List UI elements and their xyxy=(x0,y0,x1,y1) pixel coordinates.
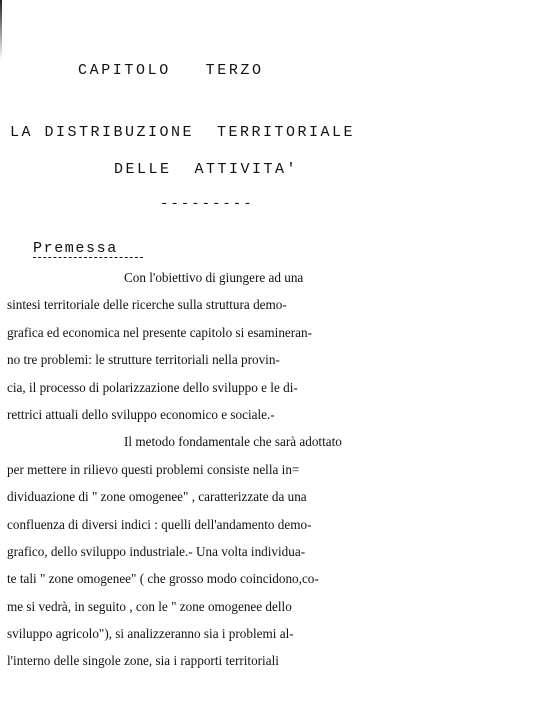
title-line-1: LA DISTRIBUZIONE TERRITORIALE xyxy=(10,124,356,141)
text-line: dividuazione di " zone omogenee" , caratterizzate da una xyxy=(7,489,307,505)
text-line: sviluppo agricolo"), si analizzeranno sia i problemi al- xyxy=(7,626,294,642)
scan-edge-mark xyxy=(0,0,2,60)
section-underline xyxy=(33,257,143,258)
text-line: te tali " zone omogenee" ( che grosso modo coincidono,co- xyxy=(7,571,319,587)
text-line: no tre problemi: le strutture territoriali nella provin- xyxy=(7,352,280,368)
text-line: l'interno delle singole zone, sia i rapporti territoriali xyxy=(7,653,279,669)
text-line: per mettere in rilievo questi problemi consiste nella in= xyxy=(7,461,300,477)
body-text xyxy=(7,264,555,675)
text-line: grafico, dello sviluppo industriale.- Una volta individua- xyxy=(7,543,306,559)
text-line: sintesi territoriale delle ricerche sulla struttura demo- xyxy=(7,297,287,313)
title-dashes: --------- xyxy=(160,196,254,212)
text-line: me si vedrà, in seguito , con le " zone omogenee dello xyxy=(7,598,292,614)
text-line: confluenza di diversi indici : quelli dell'andamento demo- xyxy=(7,516,312,532)
title-line-2: DELLE ATTIVITA' xyxy=(114,161,299,178)
text-line: Con l'obiettivo di giungere ad una xyxy=(124,270,304,285)
section-heading: Premessa xyxy=(33,240,118,257)
chapter-heading: CAPITOLO TERZO xyxy=(78,62,264,79)
text-line: Il metodo fondamentale che sarà adottato xyxy=(124,434,342,450)
text-line: rettrici attuali dello sviluppo economico e sociale.- xyxy=(7,406,275,422)
text-line: grafica ed economica nel presente capitolo si esamineran- xyxy=(7,324,312,340)
text-line: cia, il processo di polarizzazione dello sviluppo e le di- xyxy=(7,379,298,395)
